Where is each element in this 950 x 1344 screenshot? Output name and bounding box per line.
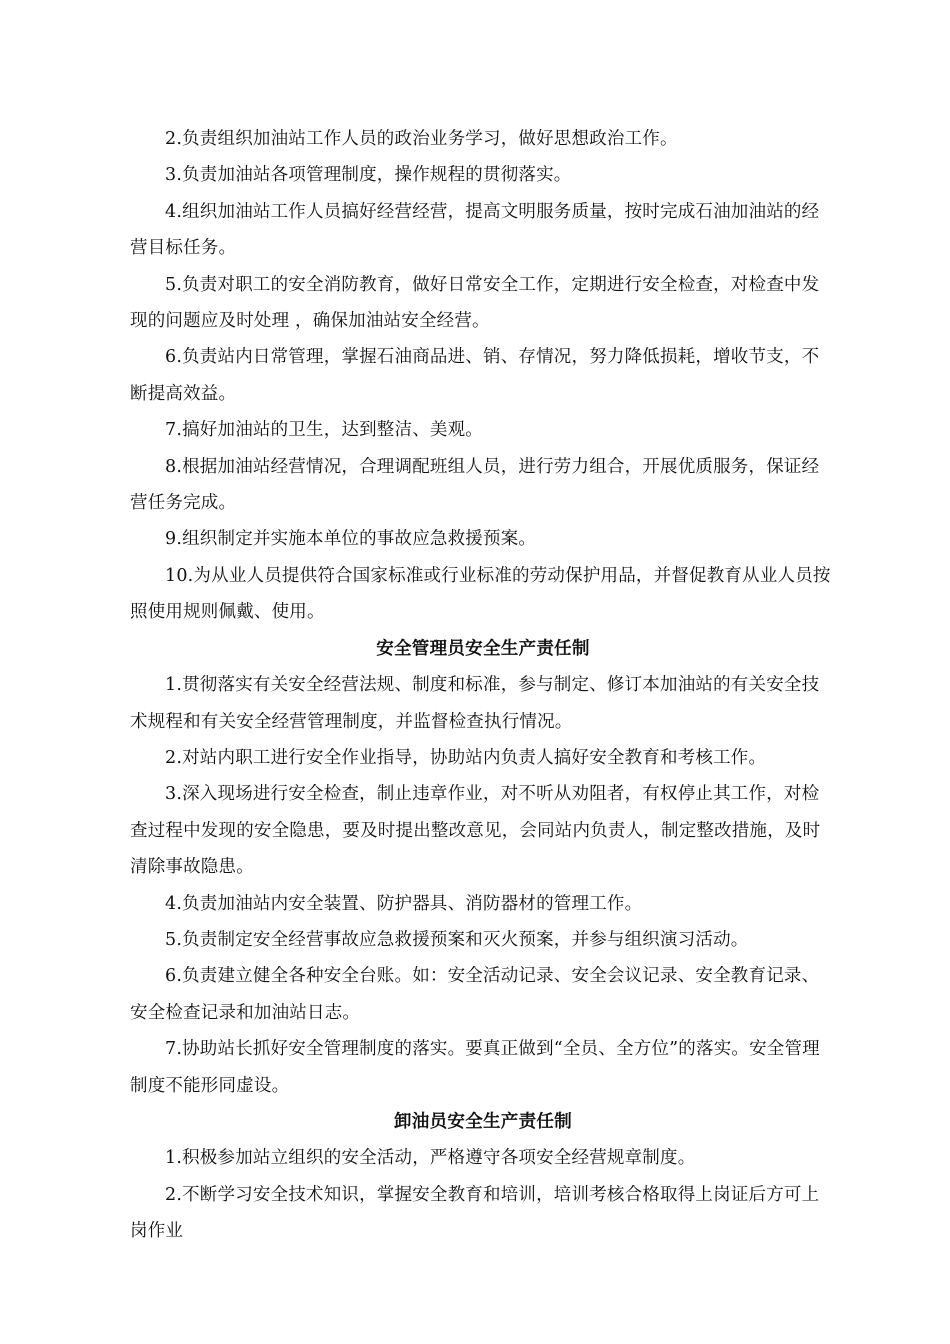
list-item: 6.负责建立健全各种安全台账。如：安全活动记录、安全会议记录、安全教育记录、安全检查记录和加油站日志。: [130, 966, 820, 1023]
list-item: 1.积极参加站立组织的安全活动，严格遵守各项安全经营规章制度。: [165, 1148, 696, 1169]
list-item: 2.负责组织加油站工作人员的政治业务学习，做好思想政治工作。: [165, 129, 678, 149]
section-station-manager-duties: [130, 121, 836, 631]
section-heading: 卸油员安全生产责任制: [394, 1111, 572, 1132]
list-item: 6.负责站内日常管理，掌握石油商品进、销、存情况，努力降低损耗，增收节支，不断提高效益。: [130, 347, 820, 404]
list-item: 7.搞好加油站的卫生，达到整洁、美观。: [165, 420, 483, 441]
list-item: 2.对站内职工进行安全作业指导，协助站内负责人搞好安全教育和考核工作。: [165, 747, 767, 768]
list-item: 7.协助站长抓好安全管理制度的落实。要真正做到“全员、全方位”的落实。安全管理制度不能形同虚设。: [130, 1039, 820, 1096]
list-item: 5.负责对职工的安全消防教育，做好日常安全工作，定期进行安全检查，对检查中发现的问题应及时处理 ，确保加油站安全经营。: [130, 274, 820, 332]
document-page: [130, 121, 836, 1250]
list-item: 3.负责加油站各项管理制度，操作规程的贯彻落实。: [165, 165, 572, 186]
list-item: 4.组织加油站工作人员搞好经营经营，提高文明服务质量，按时完成石油加油站的经营目标任务。: [130, 201, 820, 259]
section-safety-administrator: [130, 631, 836, 1104]
list-item: 8.根据加油站经营情况，合理调配班组人员，进行劳力组合，开展优质服务，保证经营任务完成。: [130, 456, 820, 514]
list-item: 3.深入现场进行安全检查，制止违章作业，对不听从劝阻者，有权停止其工作，对检查过程中发现的安全隐患，要及时提出整改意见，会同站内负责人，制定整改措施，及时清除事故隐患。: [130, 784, 821, 878]
list-item: 2.不断学习安全技术知识，掌握安全教育和培训，培训考核合格取得上岗证后方可上岗作业: [130, 1184, 820, 1242]
list-item: 5.负责制定安全经营事故应急救援预案和灭火预案，并参与组织演习活动。: [165, 929, 749, 950]
list-item: 1.贯彻落实有关安全经营法规、制度和标准，参与制定、修订本加油站的有关安全技术规程和有关安全经营管理制度，并监督检查执行情况。: [130, 675, 820, 732]
list-item: 9.组织制定并实施本单位的事故应急救援预案。: [165, 529, 537, 550]
list-item: 10.为从业人员提供符合国家标准或行业标准的劳动保护用品，并督促教育从业人员按照使用规则佩戴、使用。: [130, 565, 831, 623]
section-heading: 安全管理员安全生产责任制: [376, 638, 590, 659]
section-oil-unloader: [130, 1104, 836, 1250]
list-item: 4.负责加油站内安全装置、防护器具、消防器材的管理工作。: [165, 893, 643, 914]
